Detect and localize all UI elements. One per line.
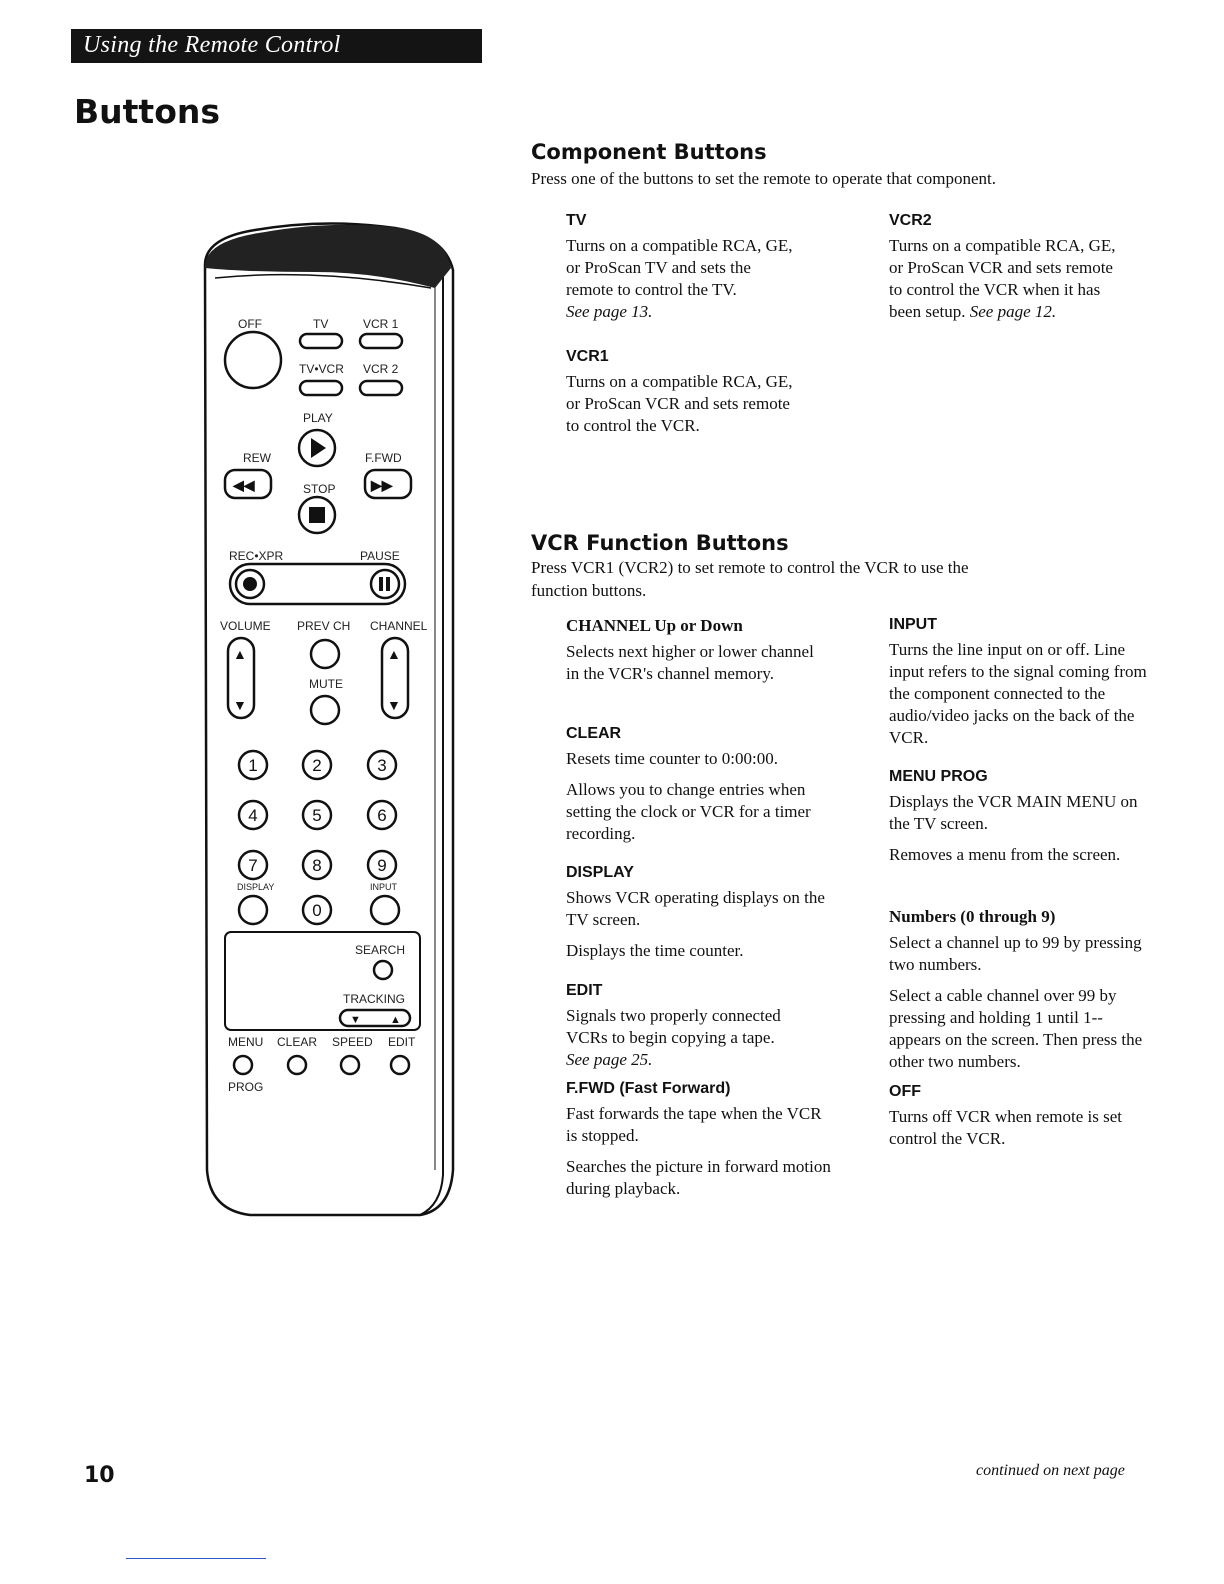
entry-numbers-title: Numbers (0 through 9)	[889, 907, 1056, 926]
tv-button[interactable]	[300, 334, 342, 348]
volume-label: VOLUME	[220, 619, 271, 633]
entry-ffwd-text2: Searches the picture in forward motion during playback.	[566, 1157, 831, 1198]
display-label: DISPLAY	[237, 882, 275, 892]
entry-edit-text: Signals two properly connected VCRs to begin copying a tape. See page 25.	[566, 1006, 781, 1069]
continued-note: continued on next page	[976, 1462, 1125, 1479]
entry-numbers-text1: Select a channel up to 99 by pressing two numbers.	[889, 933, 1142, 974]
entry-display	[566, 864, 826, 971]
entry-edit	[566, 982, 826, 1071]
tracking-up-icon: ▲	[390, 1014, 401, 1026]
entry-clear-text2: Allows you to change entries when setting the clock or VCR for a timer recording.	[566, 780, 811, 843]
vcr-function-section-title: VCR Function Buttons	[531, 531, 789, 555]
off-label: OFF	[238, 317, 262, 331]
entry-numbers	[889, 907, 1154, 1082]
prevch-label: PREV CH	[297, 619, 351, 633]
entry-vcr1-text: Turns on a compatible RCA, GE, or ProScan VCR and sets remote to control the VCR.	[566, 372, 793, 435]
ffwd-icon: ▶▶	[371, 477, 393, 493]
entry-channel	[566, 616, 826, 694]
rec-icon	[243, 577, 257, 591]
entry-ffwd	[566, 1080, 831, 1209]
entry-channel-title: CHANNEL Up or Down	[566, 616, 743, 635]
tvvcr-label: TV•VCR	[299, 362, 344, 376]
entry-display-text1: Shows VCR operating displays on the TV screen.	[566, 888, 825, 929]
clear-button[interactable]	[288, 1056, 306, 1074]
entry-clear-title: CLEAR	[566, 725, 622, 742]
entry-ffwd-text1: Fast forwards the tape when the VCR is stopped.	[566, 1104, 822, 1145]
component-section-title: Component Buttons	[531, 140, 767, 164]
vcr1-label: VCR 1	[363, 317, 399, 331]
entry-vcr1-title: VCR1	[566, 348, 609, 365]
vcr1-button[interactable]	[360, 334, 402, 348]
pause-icon-left	[379, 577, 383, 591]
search-button[interactable]	[374, 961, 392, 979]
menu-button[interactable]	[234, 1056, 252, 1074]
entry-tv-text: Turns on a compatible RCA, GE, or ProScan TV and sets the remote to control the TV. See page 13.	[566, 236, 793, 321]
channel-up-icon: ▲	[387, 646, 401, 662]
vcr2-label: VCR 2	[363, 362, 399, 376]
entry-vcr2-text: Turns on a compatible RCA, GE, or ProScan VCR and sets remote to control the VCR when it has been setup. See page 12.	[889, 236, 1116, 321]
entry-input-text: Turns the line input on or off. Line input refers to the signal coming from the component connected to the audio/video jacks on the back of the VCR.	[889, 640, 1147, 747]
channel-label: CHANNEL	[370, 619, 428, 633]
entry-menuprog-text1: Displays the VCR MAIN MENU on the TV screen.	[889, 792, 1138, 833]
search-label: SEARCH	[355, 943, 406, 957]
pause-icon-right	[386, 577, 390, 591]
entry-vcr1	[566, 348, 856, 437]
entry-edit-ref: See page 25.	[566, 1050, 653, 1069]
digit-6-label: 6	[377, 806, 387, 825]
remote-illustration	[195, 210, 465, 1225]
mute-button[interactable]	[311, 696, 339, 724]
digit-1-label: 1	[248, 756, 258, 775]
stop-icon	[309, 507, 325, 523]
pause-button[interactable]	[371, 570, 399, 598]
tvvcr-button[interactable]	[300, 381, 342, 395]
footer-rule	[126, 1558, 266, 1559]
entry-menuprog-text2: Removes a menu from the screen.	[889, 845, 1121, 864]
vcr-function-intro: Press VCR1 (VCR2) to set remote to control the VCR to use the function buttons.	[531, 558, 969, 600]
speed-button[interactable]	[341, 1056, 359, 1074]
entry-input	[889, 616, 1149, 758]
off-button[interactable]	[225, 332, 281, 388]
ffwd-label: F.FWD	[365, 451, 402, 465]
digit-9-label: 9	[377, 856, 387, 875]
entry-clear-text1: Resets time counter to 0:00:00.	[566, 749, 778, 768]
entry-off-title: OFF	[889, 1083, 921, 1100]
speed-label: SPEED	[332, 1035, 373, 1049]
recxpr-label: REC•XPR	[229, 549, 284, 563]
input-label: INPUT	[370, 882, 397, 892]
entry-edit-title: EDIT	[566, 982, 603, 999]
volume-down-icon: ▼	[233, 697, 247, 713]
menu-label: MENU	[228, 1035, 264, 1049]
digit-7-label: 7	[248, 856, 258, 875]
entry-clear	[566, 725, 826, 854]
entry-menuprog-title: MENU PROG	[889, 768, 988, 785]
entry-input-title: INPUT	[889, 616, 937, 633]
channel-down-icon: ▼	[387, 697, 401, 713]
clear-label: CLEAR	[277, 1035, 318, 1049]
section-header-bar	[71, 29, 482, 63]
page-number: 10	[84, 1463, 115, 1488]
vcr2-button[interactable]	[360, 381, 402, 395]
pause-label: PAUSE	[360, 549, 400, 563]
entry-vcr2-ref: See page 12.	[969, 302, 1057, 321]
display-button[interactable]	[239, 896, 267, 924]
stop-label: STOP	[303, 482, 336, 496]
digit-0-label: 0	[312, 901, 322, 920]
entry-numbers-text2: Select a cable channel over 99 by pressing and holding 1 until 1-- appears on the screen. Then press the other two numbers.	[889, 986, 1143, 1071]
entry-display-text2: Displays the time counter.	[566, 941, 744, 960]
entry-off	[889, 1083, 1169, 1159]
tv-label: TV	[313, 317, 329, 331]
entry-tv-ref: See page 13.	[566, 302, 653, 321]
section-header-title: Using the Remote Control	[83, 32, 341, 58]
rew-label: REW	[243, 451, 271, 465]
entry-tv	[566, 212, 856, 323]
volume-up-icon: ▲	[233, 646, 247, 662]
prevch-button[interactable]	[311, 640, 339, 668]
mute-label: MUTE	[309, 677, 343, 691]
input-button[interactable]	[371, 896, 399, 924]
digit-5-label: 5	[312, 806, 322, 825]
page-title: Buttons	[74, 92, 221, 131]
digit-8-label: 8	[312, 856, 322, 875]
entry-menuprog	[889, 768, 1149, 875]
entry-vcr2	[889, 212, 1179, 323]
entry-display-title: DISPLAY	[566, 864, 634, 881]
entry-channel-text: Selects next higher or lower channel in the VCR's channel memory.	[566, 642, 814, 683]
entry-ffwd-title: F.FWD (Fast Forward)	[566, 1080, 731, 1097]
entry-vcr2-title: VCR2	[889, 212, 932, 229]
component-intro: Press one of the buttons to set the remote to operate that component.	[531, 169, 997, 188]
prog-label: PROG	[228, 1080, 264, 1094]
digit-4-label: 4	[248, 806, 258, 825]
edit-label: EDIT	[388, 1035, 416, 1049]
entry-off-text: Turns off VCR when remote is set control the VCR.	[889, 1107, 1122, 1148]
rew-icon: ◀◀	[233, 477, 255, 493]
tracking-down-icon: ▼	[350, 1014, 361, 1026]
entry-tv-title: TV	[566, 212, 587, 229]
digit-3-label: 3	[377, 756, 387, 775]
edit-button[interactable]	[391, 1056, 409, 1074]
tracking-label: TRACKING	[343, 992, 406, 1006]
digit-2-label: 2	[312, 756, 322, 775]
play-label: PLAY	[303, 411, 333, 425]
